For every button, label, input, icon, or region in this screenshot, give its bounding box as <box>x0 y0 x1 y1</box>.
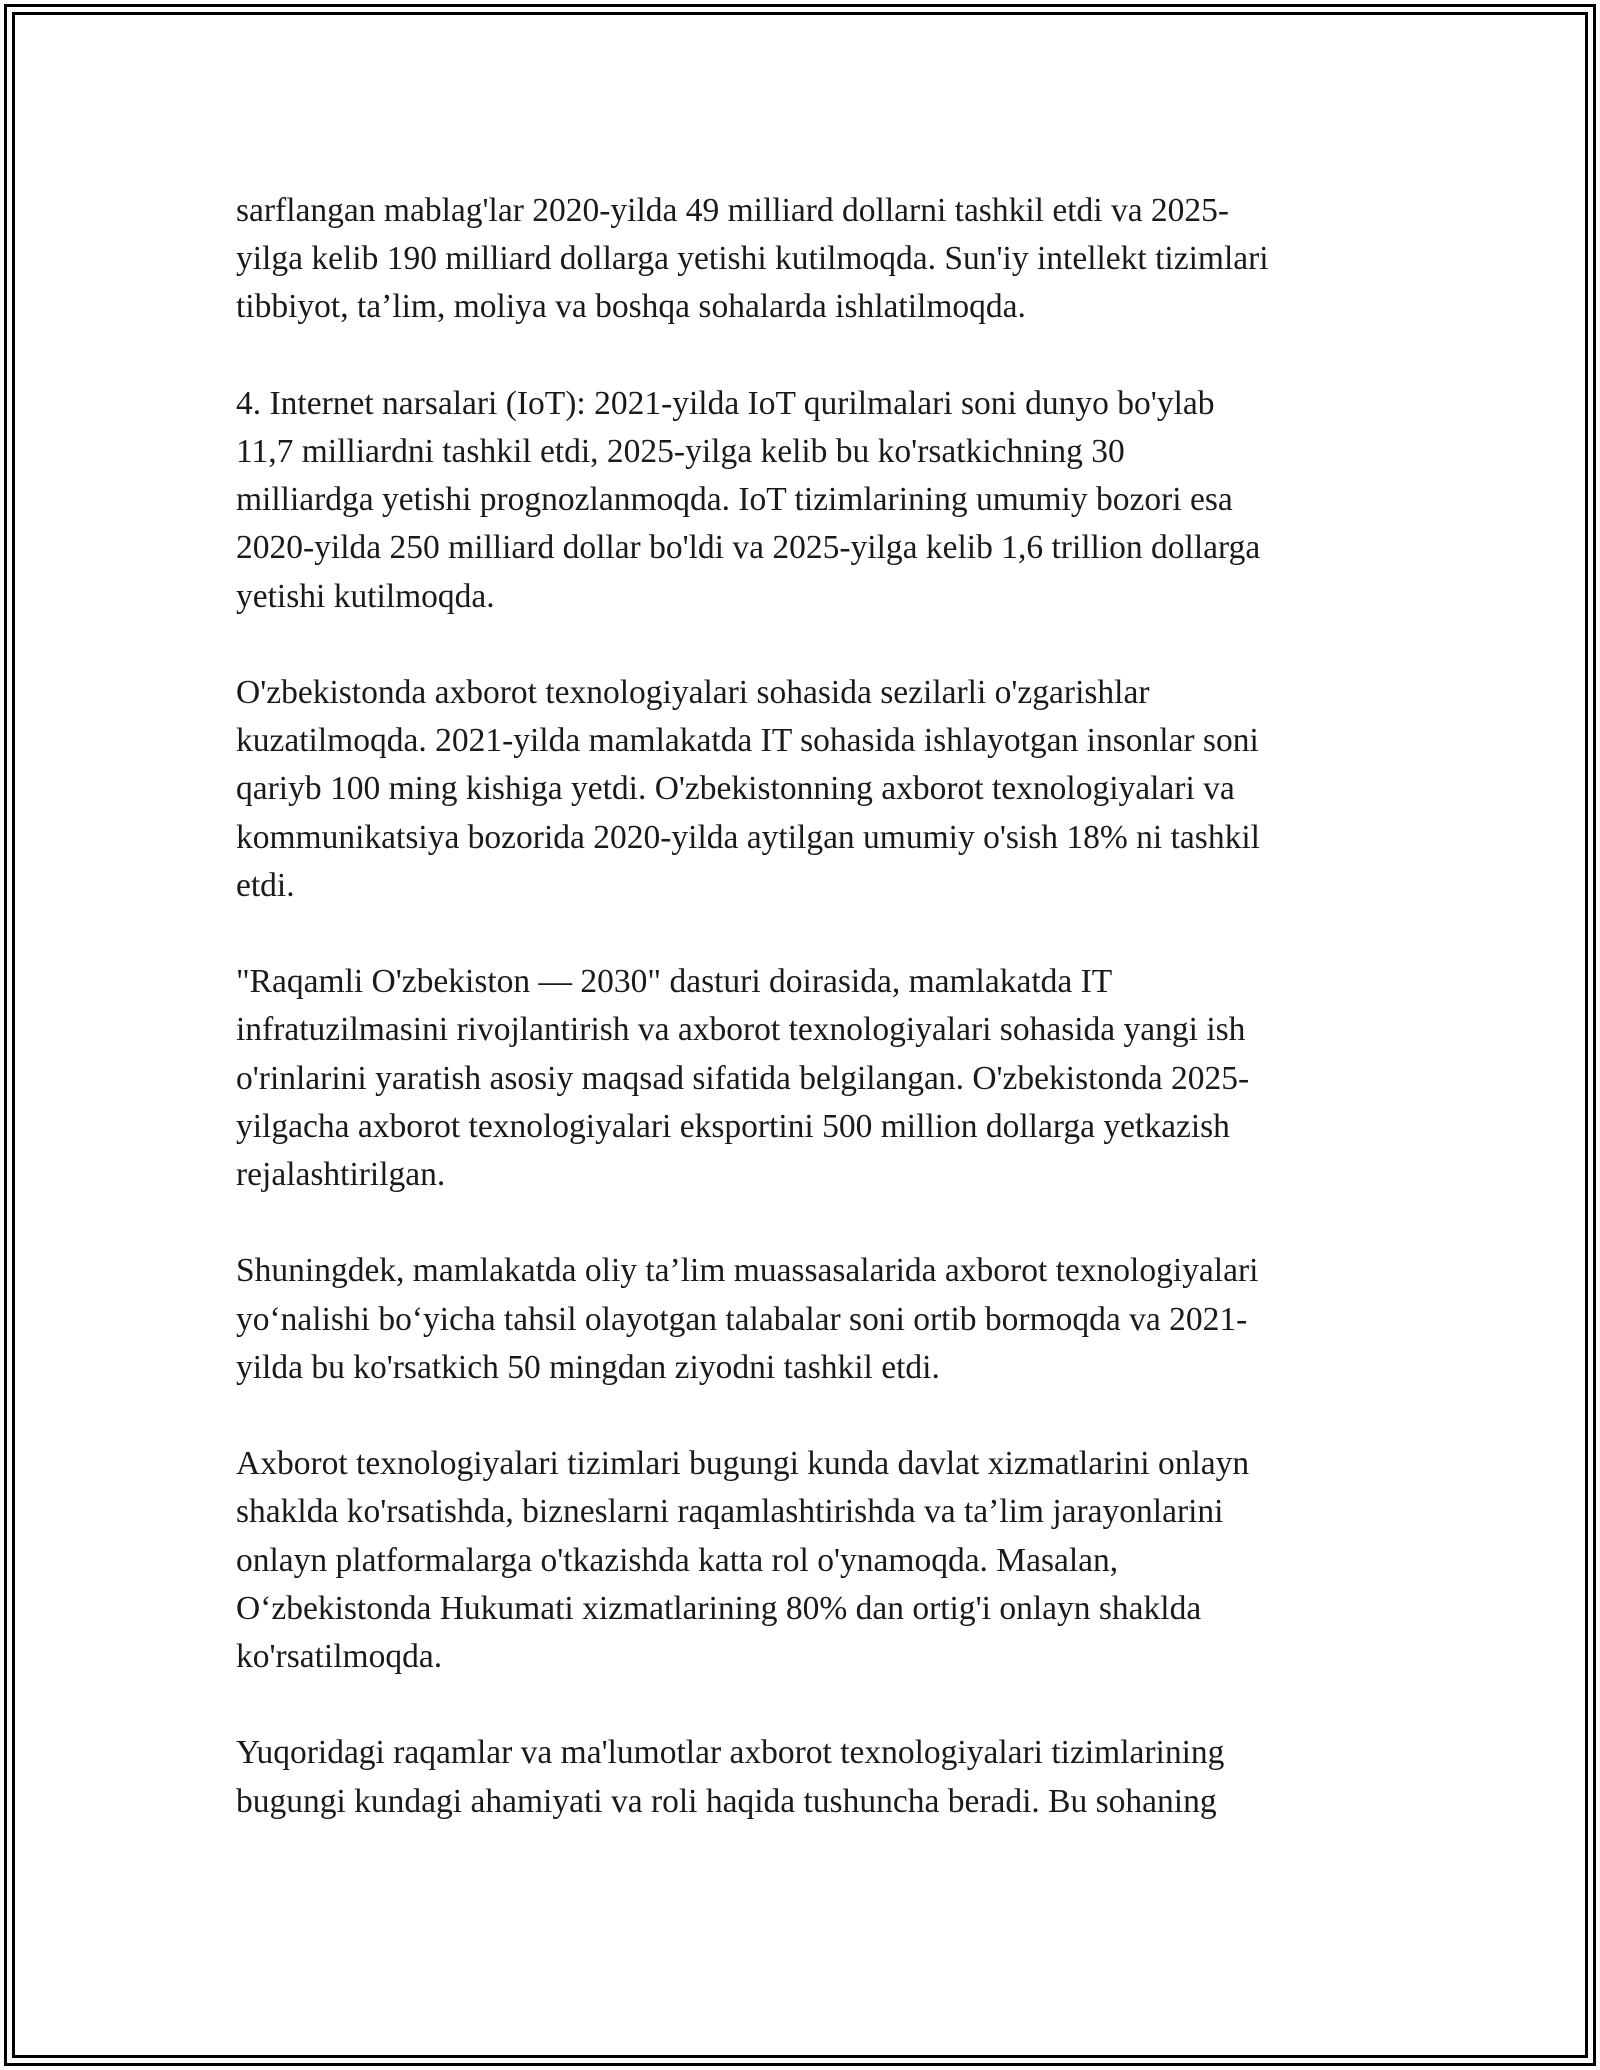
text-line: o'rinlarini yaratish asosiy maqsad sifatida belgilangan. O'zbekistonda 2025- <box>236 1059 1250 1097</box>
paragraph-digital-uzbekistan <box>236 958 1376 1199</box>
text-line: Yuqoridagi raqamlar va ma'lumotlar axborot texnologiyalari tizimlarining <box>236 1734 1225 1772</box>
text-line: Axborot texnologiyalari tizimlari bugungi kunda davlat xizmatlarini onlayn <box>236 1445 1250 1483</box>
text-line: O'zbekistonda axborot texnologiyalari sohasida sezilarli o'zgarishlar <box>236 674 1150 711</box>
document-body <box>236 187 1376 1826</box>
text-line: kuzatilmoqda. 2021-yilda mamlakatda IT sohasida ishlayotgan insonlar soni <box>236 722 1259 760</box>
text-line: rejalashtirilgan. <box>236 1156 446 1194</box>
paragraph-iot <box>236 380 1376 621</box>
text-line: tibbiyot, ta’lim, moliya va boshqa sohalarda ishlatilmoqda. <box>236 288 1026 326</box>
text-line: ko'rsatilmoqda. <box>236 1638 443 1676</box>
text-line: 11,7 milliardni tashkil etdi, 2025-yilga kelib bu ko'rsatkichning 30 <box>236 433 1125 470</box>
text-line: etdi. <box>236 866 295 904</box>
paragraph-uzbekistan-it <box>236 669 1376 910</box>
text-line: 2020-yilda 250 milliard dollar bo'ldi va 2025-yilga kelib 1,6 trillion dollarga <box>236 529 1261 567</box>
text-line: yilga kelib 190 milliard dollarga yetishi kutilmoqda. Sun'iy intellekt tizimlari <box>236 240 1269 278</box>
text-line: yilda bu ko'rsatkich 50 mingdan ziyodni tashkil etdi. <box>236 1348 940 1386</box>
text-line: 4. Internet narsalari (IoT): 2021-yilda IoT qurilmalari soni dunyo bo'ylab <box>236 384 1215 422</box>
paragraph-higher-education <box>236 1247 1376 1392</box>
text-line: shaklda ko'rsatishda, bizneslarni raqamlashtirishda va ta’lim jarayonlarini <box>236 1493 1224 1531</box>
text-line: yo‘nalishi bo‘yicha tahsil olayotgan talabalar soni ortib bormoqda va 2021- <box>236 1300 1248 1338</box>
text-line: Shuningdek, mamlakatda oliy ta’lim muassasalarida axborot texnologiyalari <box>236 1252 1259 1290</box>
text-line: milliardga yetishi prognozlanmoqda. IoT tizimlarining umumiy bozori esa <box>236 481 1233 519</box>
text-line: kommunikatsiya bozorida 2020-yilda aytilgan umumiy o'sish 18% ni tashkil <box>236 818 1260 856</box>
paragraph-online-services <box>236 1440 1376 1681</box>
text-line: yetishi kutilmoqda. <box>236 577 495 615</box>
text-line: sarflangan mablag'lar 2020-yilda 49 milliard dollarni tashkil etdi va 2025- <box>236 192 1230 229</box>
text-line: onlayn platformalarga o'tkazishda katta rol o'ynamoqda. Masalan, <box>236 1541 1119 1579</box>
text-line: infratuzilmasini rivojlantirish va axborot texnologiyalari sohasida yangi ish <box>236 1011 1246 1049</box>
text-line: yilgacha axborot texnologiyalari eksportini 500 million dollarga yetkazish <box>236 1107 1230 1145</box>
text-line: bugungi kundagi ahamiyati va roli haqida tushuncha beradi. Bu sohaning <box>236 1782 1217 1820</box>
text-line: O‘zbekistonda Hukumati xizmatlarining 80% dan ortig'i onlayn shaklda <box>236 1589 1202 1627</box>
paragraph-ai-investment <box>236 187 1376 332</box>
paragraph-conclusion <box>236 1729 1376 1825</box>
text-line: "Raqamli O'zbekiston — 2030" dasturi doirasida, mamlakatda IT <box>236 963 1113 1001</box>
text-line: qariyb 100 ming kishiga yetdi. O'zbekistonning axborot texnologiyalari va <box>236 770 1235 808</box>
